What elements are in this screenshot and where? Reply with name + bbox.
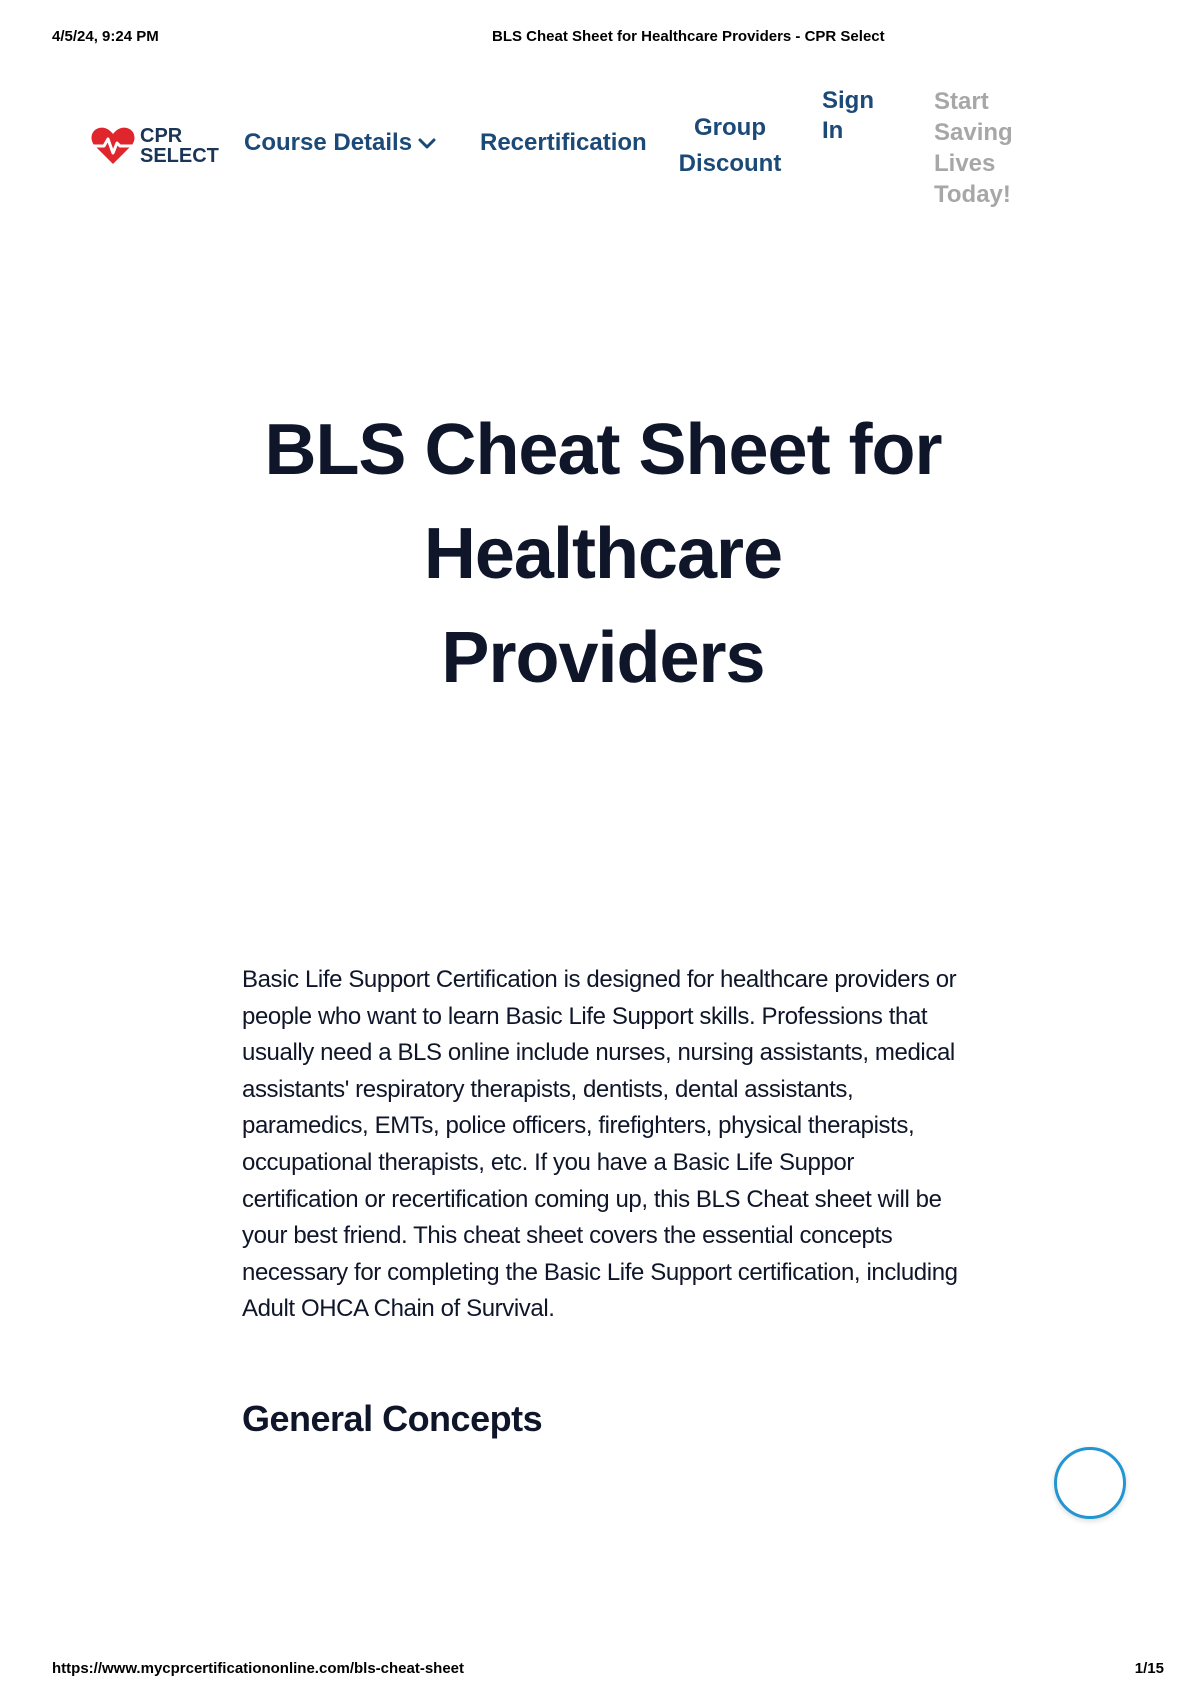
page-title-line2: Healthcare — [423, 514, 783, 594]
chat-widget-button[interactable] — [1054, 1447, 1126, 1519]
cpr-select-logo[interactable] — [90, 126, 226, 170]
print-url: https://www.mycprcertificationonline.com/bls-cheat-sheet — [52, 1660, 465, 1677]
nav-group-discount[interactable] — [674, 110, 786, 182]
print-page-number: 1/15 — [1134, 1660, 1164, 1677]
nav-group-line2: Discount — [678, 150, 782, 177]
section-heading-general-concepts: General Concepts — [242, 1398, 543, 1439]
intro-paragraph: Basic Life Support Certification is designed for healthcare providers or people who want to learn Basic Life Support skills. Professions that usually need a BLS online include nurses, nursing assistants, medical assistants' respiratory therapists, dentists, dental assistants, paramedics, EMTs, police officers, firefighters, physical therapists, occupational therapists, etc. If you have a Basic Life Suppor certification or recertification coming up, this BLS Cheat sheet will be your best friend. This cheat sheet covers the essential concepts necessary for completing the Basic Life Support certification, including Adult OHCA Chain of Survival. — [242, 966, 958, 1323]
nav-signin-line1: Sign — [822, 87, 874, 114]
print-header — [0, 28, 1200, 48]
print-date: 4/5/24, 9:24 PM — [52, 28, 159, 45]
print-page-title: BLS Cheat Sheet for Healthcare Providers - CPR Select — [492, 28, 885, 45]
start-saving-lives-button[interactable] — [934, 86, 1044, 210]
nav-course-details[interactable] — [244, 128, 436, 158]
cta-line4: Today! — [934, 181, 1011, 208]
heart-pulse-icon — [90, 126, 136, 166]
logo-line-cpr: CPR — [140, 125, 183, 147]
chevron-down-icon — [418, 138, 436, 150]
nav-signin-line2: In — [822, 117, 844, 144]
nav-sign-in[interactable] — [822, 86, 892, 146]
cta-line2: Saving — [934, 119, 1013, 146]
page-title — [200, 398, 1006, 710]
print-footer — [0, 1660, 1200, 1680]
nav-course-details-label: Course Details — [244, 129, 413, 156]
logo-text — [140, 126, 219, 166]
nav-recertification[interactable]: Recertification — [480, 129, 647, 156]
nav-group-line1: Group — [694, 114, 766, 141]
cta-line3: Lives — [934, 150, 996, 177]
page-title-line1: BLS Cheat Sheet for — [264, 410, 942, 490]
cta-line1: Start — [934, 88, 989, 115]
logo-line-select: SELECT — [140, 145, 219, 167]
page-title-line3: Providers — [441, 618, 765, 698]
